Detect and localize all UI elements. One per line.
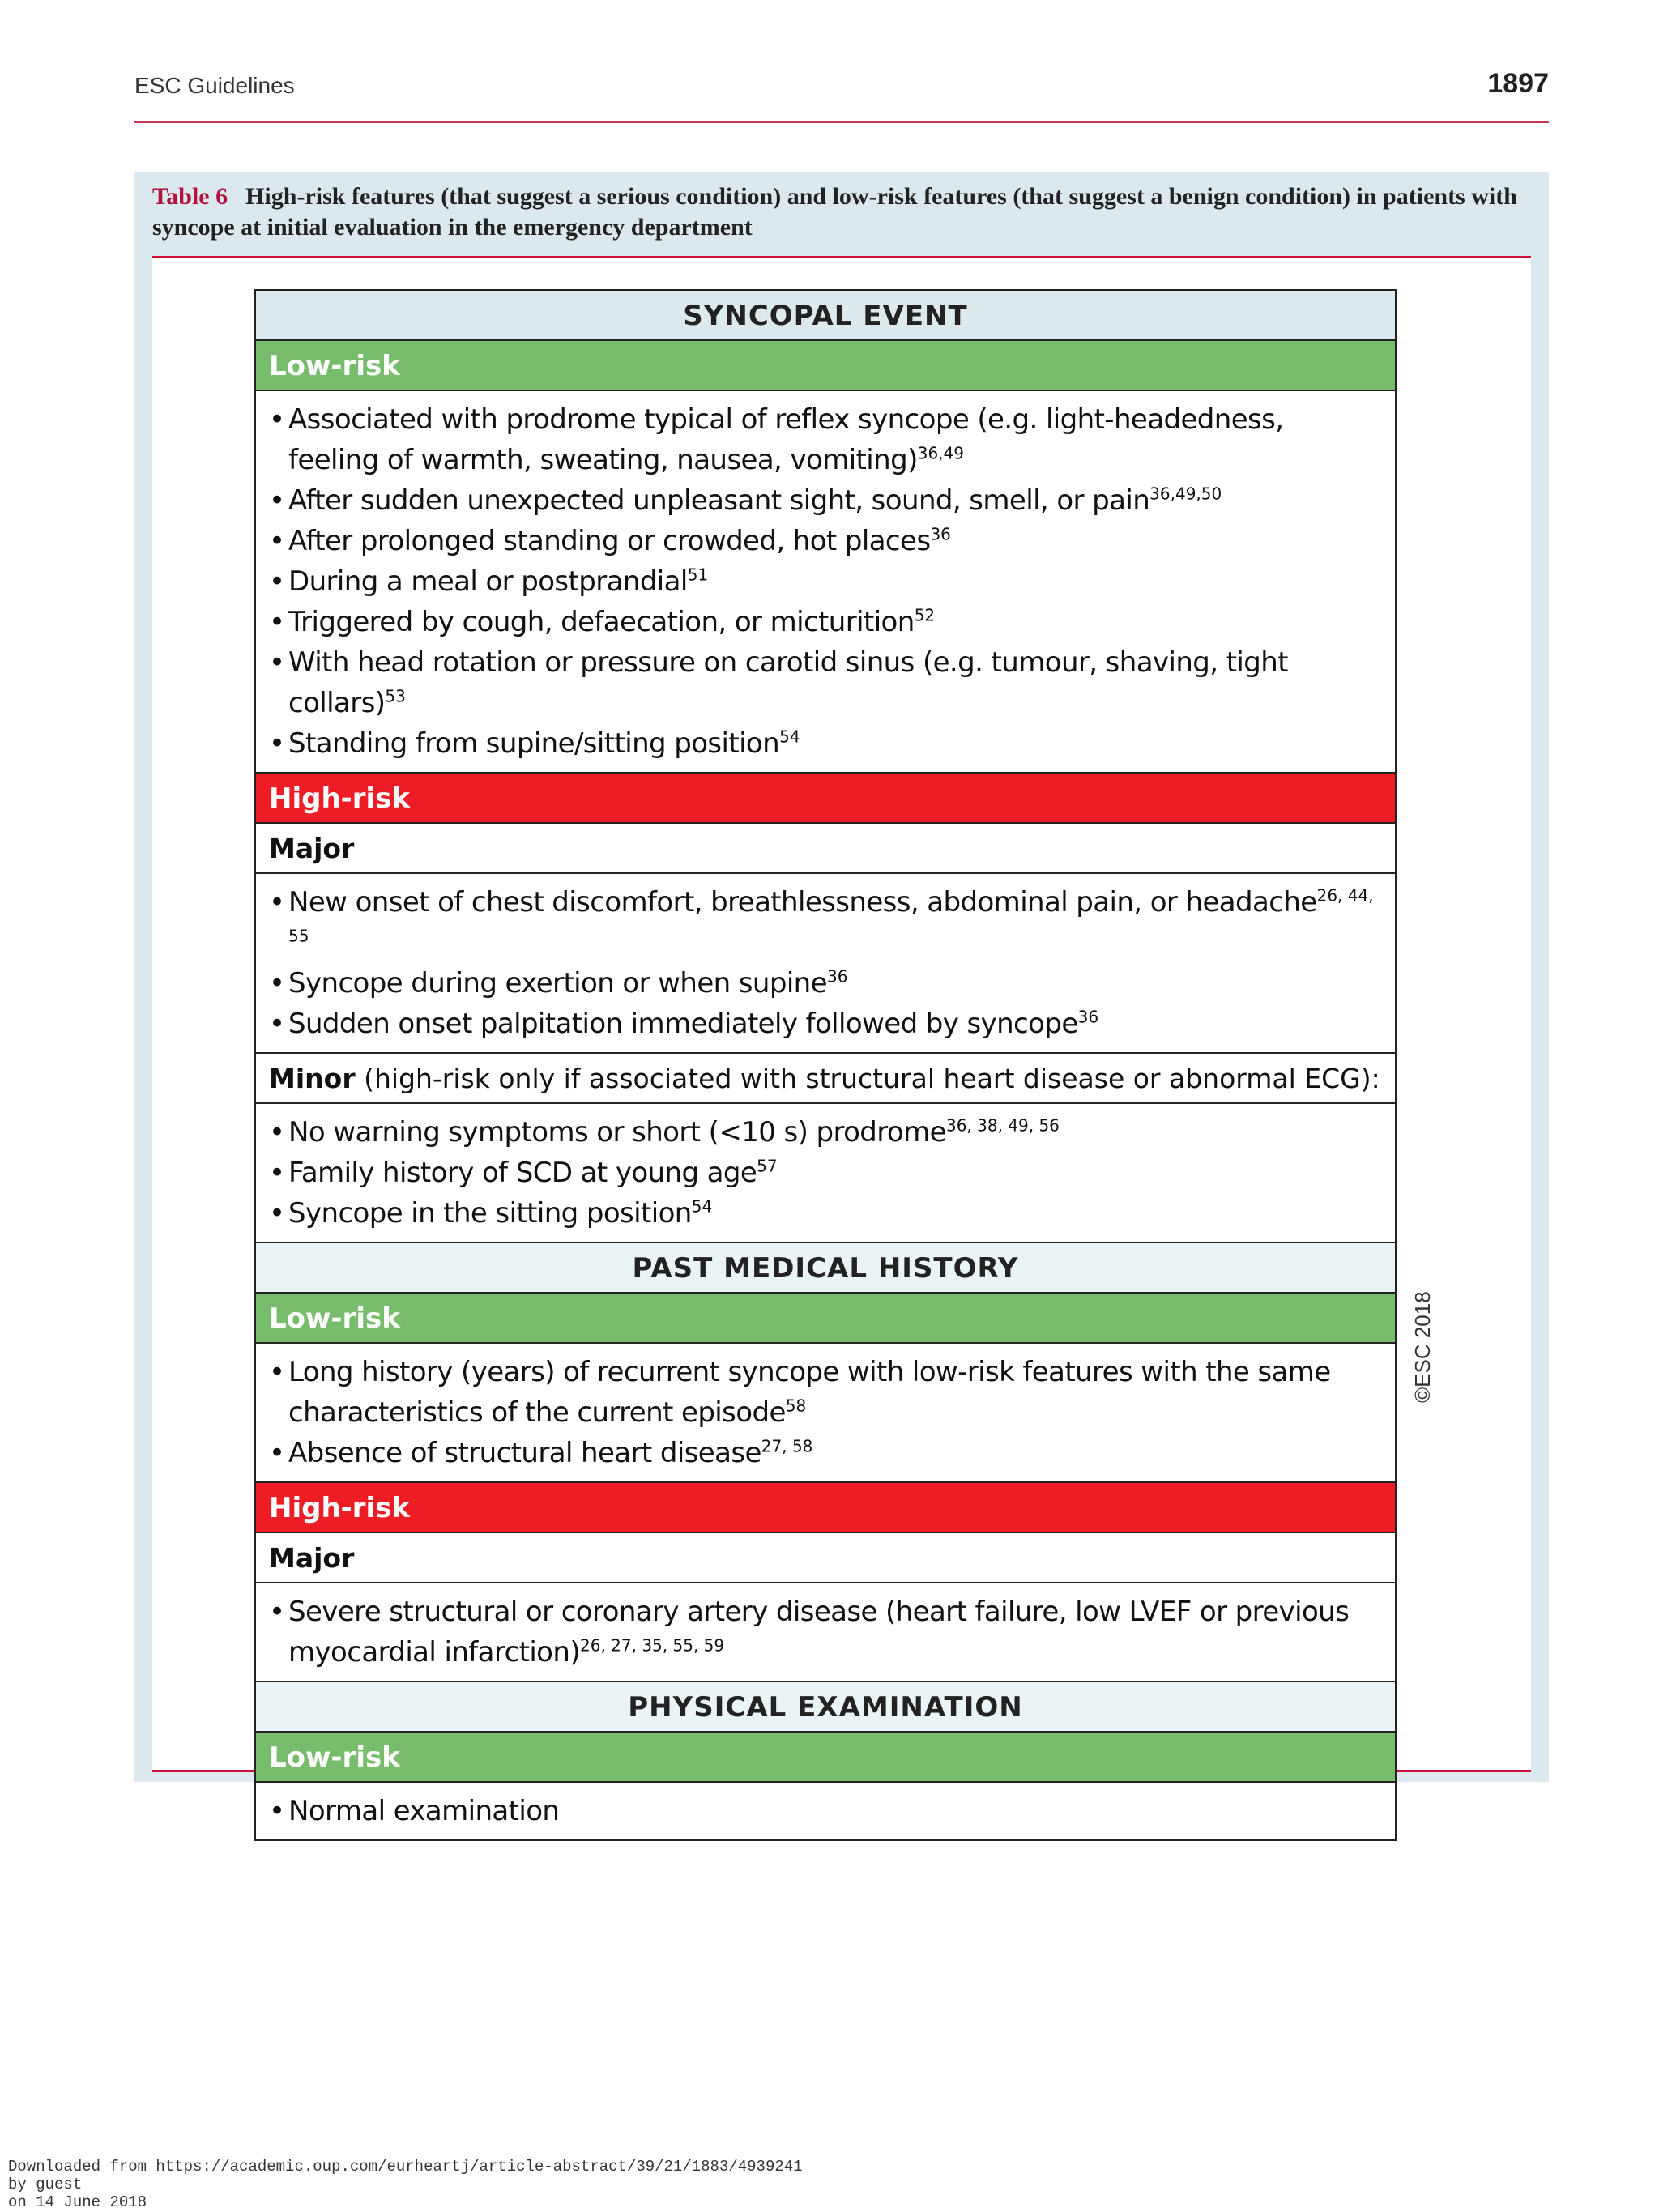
minor-label: Minor bbox=[269, 1063, 356, 1094]
list-item bbox=[269, 723, 1382, 764]
reference-superscript: 36 bbox=[1077, 1007, 1099, 1027]
list-item bbox=[269, 1004, 1382, 1044]
list-item bbox=[269, 1791, 1382, 1831]
table-title: High-risk features (that suggest a serious condition) and low-risk features (that suggest a benign condition) in patients with syncope at initial evaluation in the emergency department bbox=[152, 183, 1517, 241]
item-text: Syncope during exertion or when supine bbox=[288, 967, 827, 999]
item-text: After prolonged standing or crowded, hot places bbox=[288, 525, 931, 557]
download-footer bbox=[8, 2158, 803, 2211]
list-item bbox=[269, 1153, 1382, 1193]
item-text: After sudden unexpected unpleasant sight, sound, smell, or pain bbox=[288, 484, 1150, 517]
major-subheader bbox=[256, 824, 1395, 874]
reference-superscript: 57 bbox=[757, 1156, 778, 1176]
low-risk-header: Low-risk bbox=[256, 1294, 1395, 1344]
major-label: Major bbox=[269, 1542, 355, 1574]
section-header-syncopal-event: SYNCOPAL EVENT bbox=[256, 291, 1395, 341]
reference-superscript: 54 bbox=[779, 727, 800, 747]
major-subheader bbox=[256, 1533, 1395, 1583]
item-text: Absence of structural heart disease bbox=[288, 1437, 761, 1469]
reference-superscript: 58 bbox=[785, 1396, 807, 1416]
list-item bbox=[269, 963, 1382, 1004]
page-number: 1897 bbox=[1487, 68, 1549, 99]
syncopal-major-list bbox=[256, 874, 1395, 1054]
footer-line: on 14 June 2018 bbox=[8, 2193, 147, 2211]
reference-superscript: 26, 44, 55 bbox=[288, 885, 1374, 946]
list-item bbox=[269, 602, 1382, 642]
item-text: Family history of SCD at young age bbox=[288, 1157, 757, 1189]
reference-superscript: 36 bbox=[930, 524, 951, 544]
section-header-physical-examination: PHYSICAL EXAMINATION bbox=[256, 1682, 1395, 1733]
item-text: Standing from supine/sitting position bbox=[288, 727, 780, 760]
reference-superscript: 36,49 bbox=[917, 443, 964, 463]
syncopal-low-risk-list bbox=[256, 391, 1395, 774]
item-text: With head rotation or pressure on carotid sinus (e.g. tumour, shaving, tight collars) bbox=[288, 646, 1288, 719]
footer-line: by guest bbox=[8, 2176, 83, 2193]
footer-line: Downloaded from https://academic.oup.com/eurheartj/article-abstract/39/21/1883/4939241 bbox=[8, 2158, 803, 2176]
exam-low-risk-list bbox=[256, 1783, 1395, 1839]
reference-superscript: 51 bbox=[687, 565, 709, 585]
list-item bbox=[269, 399, 1382, 480]
list-item bbox=[269, 561, 1382, 602]
journal-name: ESC Guidelines bbox=[134, 73, 295, 98]
list-item bbox=[269, 1352, 1382, 1433]
high-risk-header: High-risk bbox=[256, 774, 1395, 824]
item-text: Long history (years) of recurrent syncope with low-risk features with the same characteristics of the current episode bbox=[288, 1356, 1331, 1429]
reference-superscript: 52 bbox=[914, 605, 936, 625]
reference-superscript: 36, 38, 49, 56 bbox=[945, 1115, 1060, 1136]
item-text: New onset of chest discomfort, breathlessness, abdominal pain, or headache bbox=[288, 886, 1317, 918]
list-item bbox=[269, 1592, 1382, 1673]
low-risk-header: Low-risk bbox=[256, 1733, 1395, 1783]
high-risk-header: High-risk bbox=[256, 1483, 1395, 1533]
major-label: Major bbox=[269, 833, 355, 864]
history-major-list bbox=[256, 1583, 1395, 1682]
item-text: Normal examination bbox=[288, 1795, 560, 1827]
list-item bbox=[269, 642, 1382, 723]
list-item bbox=[269, 1193, 1382, 1234]
item-text: Triggered by cough, defaecation, or micturition bbox=[288, 606, 915, 638]
list-item bbox=[269, 882, 1382, 963]
item-text: Syncope in the sitting position bbox=[288, 1197, 692, 1230]
table-6-box bbox=[134, 172, 1549, 1827]
list-item bbox=[269, 521, 1382, 561]
minor-subheader bbox=[256, 1054, 1395, 1104]
history-low-risk-list bbox=[256, 1344, 1395, 1483]
reference-superscript: 27, 58 bbox=[761, 1436, 813, 1456]
risk-table bbox=[254, 289, 1397, 1841]
table-label: Table 6 bbox=[152, 183, 228, 210]
reference-superscript: 36 bbox=[826, 966, 848, 987]
section-header-past-medical-history: PAST MEDICAL HISTORY bbox=[256, 1243, 1395, 1294]
minor-note: (high-risk only if associated with structural heart disease or abnormal ECG): bbox=[355, 1063, 1380, 1094]
reference-superscript: 54 bbox=[691, 1196, 713, 1217]
reference-superscript: 36,49,50 bbox=[1149, 484, 1222, 504]
list-item bbox=[269, 1112, 1382, 1153]
reference-superscript: 53 bbox=[385, 686, 406, 706]
table-caption bbox=[152, 181, 1529, 243]
item-text: No warning symptoms or short (<10 s) prodrome bbox=[288, 1116, 946, 1149]
reference-superscript: 26, 27, 35, 55, 59 bbox=[580, 1635, 725, 1656]
list-item bbox=[269, 480, 1382, 521]
list-item bbox=[269, 1433, 1382, 1473]
running-head bbox=[134, 68, 1549, 123]
item-text: Severe structural or coronary artery disease (heart failure, low LVEF or previous myocardial infarction) bbox=[288, 1596, 1350, 1669]
table-body-panel bbox=[152, 256, 1531, 1827]
item-text: During a meal or postprandial bbox=[288, 565, 688, 598]
copyright-notice: ©ESC 2018 bbox=[1410, 1291, 1435, 1403]
item-text: Sudden onset palpitation immediately followed by syncope bbox=[288, 1008, 1078, 1040]
syncopal-minor-list bbox=[256, 1104, 1395, 1243]
low-risk-header: Low-risk bbox=[256, 341, 1395, 391]
item-text: Associated with prodrome typical of reflex syncope (e.g. light-headedness, feeling of warmth, sweating, nausea, vomiting) bbox=[288, 403, 1284, 476]
